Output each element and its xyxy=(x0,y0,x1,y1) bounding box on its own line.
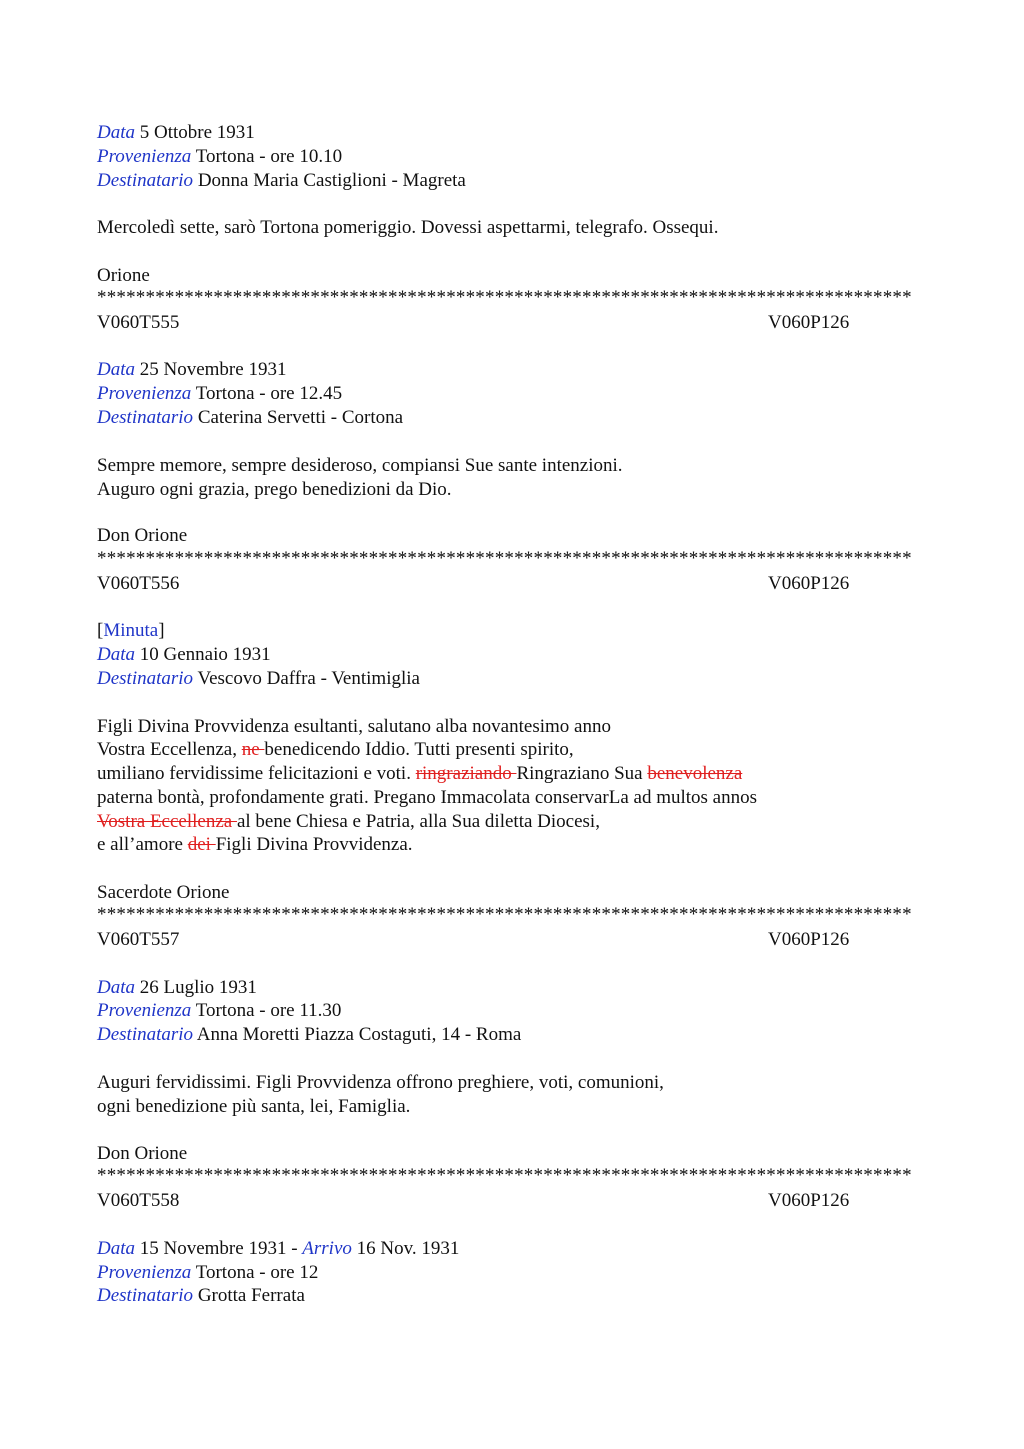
provenienza-label: Provenienza xyxy=(97,383,192,404)
entry2-data: 25 Novembre 1931 xyxy=(139,359,287,380)
body-text: Vostra Eccellenza, xyxy=(97,739,242,760)
entry3-body-line xyxy=(97,738,574,762)
entry3-data-line xyxy=(97,643,271,667)
entry2-provenienza-line xyxy=(97,382,342,406)
entry1-signature: Orione xyxy=(97,265,150,286)
minuta-label: Minuta xyxy=(103,620,159,641)
deleted-text: ne xyxy=(241,739,265,760)
entry3-minuta-line: [Minuta] xyxy=(97,620,165,641)
entry4-provenienza: Tortona - ore 11.30 xyxy=(195,1000,342,1021)
entry5-provenienza: Tortona - ore 12 xyxy=(195,1262,319,1283)
data-label: Data xyxy=(97,977,135,998)
data-label: Data xyxy=(97,644,135,665)
separator: ************************************************************************************ xyxy=(97,905,912,925)
deleted-text: benevolenza xyxy=(647,763,743,784)
data-label: Data xyxy=(97,1238,135,1259)
destinatario-label: Destinatario xyxy=(97,170,194,191)
deleted-text: dei xyxy=(187,834,216,855)
entry3-body-line xyxy=(97,833,413,857)
entry3-body-line xyxy=(97,810,600,834)
entry2-ref-right: V060P126 xyxy=(768,312,850,333)
entry4-destinatario-line xyxy=(97,1023,521,1047)
entry4-ref-right: V060P126 xyxy=(768,929,850,950)
entry3-body-line: paterna bontà, profondamente grati. Pregano Immacolata conservarLa ad multos annos xyxy=(97,787,758,808)
entry5-provenienza-line xyxy=(97,1261,318,1285)
entry4-body-line: Auguri fervidissimi. Figli Provvidenza offrono preghiere, voti, comunioni, xyxy=(97,1072,664,1093)
entry1-provenienza: Tortona - ore 10.10 xyxy=(195,146,343,167)
entry1-data: 5 Ottobre 1931 xyxy=(139,122,255,143)
separator: ************************************************************************************ xyxy=(97,288,912,308)
entry1-data-line xyxy=(97,121,255,145)
entry3-body-line: Figli Divina Provvidenza esultanti, salutano alba novantesimo anno xyxy=(97,716,611,737)
entry5-arrivo: 16 Nov. 1931 xyxy=(356,1238,460,1259)
entry1-body-line: Mercoledì sette, sarò Tortona pomeriggio. Dovessi aspettarmi, telegrafo. Ossequi. xyxy=(97,217,719,238)
entry2-signature: Don Orione xyxy=(97,525,188,546)
entry2-body-line: Sempre memore, sempre desideroso, compiansi Sue sante intenzioni. xyxy=(97,455,623,476)
deleted-text: ringraziando xyxy=(415,763,517,784)
arrivo-label: Arrivo xyxy=(302,1238,352,1259)
deleted-text: Vostra Eccellenza xyxy=(97,811,237,832)
entry2-destinatario-line xyxy=(97,406,403,430)
provenienza-label: Provenienza xyxy=(97,1262,192,1283)
entry5-data-line xyxy=(97,1237,459,1261)
data-label: Data xyxy=(97,122,135,143)
data-label: Data xyxy=(97,359,135,380)
entry4-ref-left: V060T557 xyxy=(97,929,180,950)
separator: ************************************************************************************ xyxy=(97,549,912,569)
entry4-destinatario: Anna Moretti Piazza Costaguti, 14 - Roma xyxy=(196,1024,522,1045)
entry5-data: 15 Novembre 1931 - xyxy=(139,1238,303,1259)
body-text: e all’amore xyxy=(97,834,188,855)
entry2-provenienza: Tortona - ore 12.45 xyxy=(195,383,343,404)
destinatario-label: Destinatario xyxy=(97,668,194,689)
destinatario-label: Destinatario xyxy=(97,407,194,428)
entry5-ref-right: V060P126 xyxy=(768,1190,850,1211)
entry1-destinatario: Donna Maria Castiglioni - Magreta xyxy=(197,170,466,191)
entry5-destinatario-line xyxy=(97,1284,305,1308)
destinatario-label: Destinatario xyxy=(97,1024,194,1045)
entry3-destinatario: Vescovo Daffra - Ventimiglia xyxy=(197,668,420,689)
entry2-body-line: Auguro ogni grazia, prego benedizioni da Dio. xyxy=(97,479,452,500)
entry3-ref-left: V060T556 xyxy=(97,573,180,594)
entry4-provenienza-line xyxy=(97,999,341,1023)
entry2-data-line xyxy=(97,358,286,382)
entry4-data: 26 Luglio 1931 xyxy=(139,977,257,998)
entry4-body-line: ogni benedizione più santa, lei, Famiglia. xyxy=(97,1096,411,1117)
entry2-destinatario: Caterina Servetti - Cortona xyxy=(197,407,404,428)
entry3-destinatario-line xyxy=(97,667,420,691)
separator: ************************************************************************************ xyxy=(97,1166,912,1186)
entry1-destinatario-line xyxy=(97,169,466,193)
body-text: benedicendo Iddio. Tutti presenti spirito, xyxy=(264,739,574,760)
provenienza-label: Provenienza xyxy=(97,1000,192,1021)
entry2-ref-left: V060T555 xyxy=(97,312,180,333)
entry3-ref-right: V060P126 xyxy=(768,573,850,594)
entry1-provenienza-line xyxy=(97,145,342,169)
entry5-ref-left: V060T558 xyxy=(97,1190,180,1211)
entry3-data: 10 Gennaio 1931 xyxy=(139,644,271,665)
body-text: umiliano fervidissime felicitazioni e voti. xyxy=(97,763,416,784)
entry3-body-line xyxy=(97,762,742,786)
entry4-data-line xyxy=(97,976,257,1000)
body-text: al bene Chiesa e Patria, alla Sua diletta Diocesi, xyxy=(236,811,600,832)
body-text: Figli Divina Provvidenza. xyxy=(215,834,413,855)
entry5-destinatario: Grotta Ferrata xyxy=(197,1285,305,1306)
destinatario-label: Destinatario xyxy=(97,1285,194,1306)
entry3-signature: Sacerdote Orione xyxy=(97,882,230,903)
provenienza-label: Provenienza xyxy=(97,146,192,167)
entry4-signature: Don Orione xyxy=(97,1143,188,1164)
body-text: Ringraziano Sua xyxy=(516,763,648,784)
